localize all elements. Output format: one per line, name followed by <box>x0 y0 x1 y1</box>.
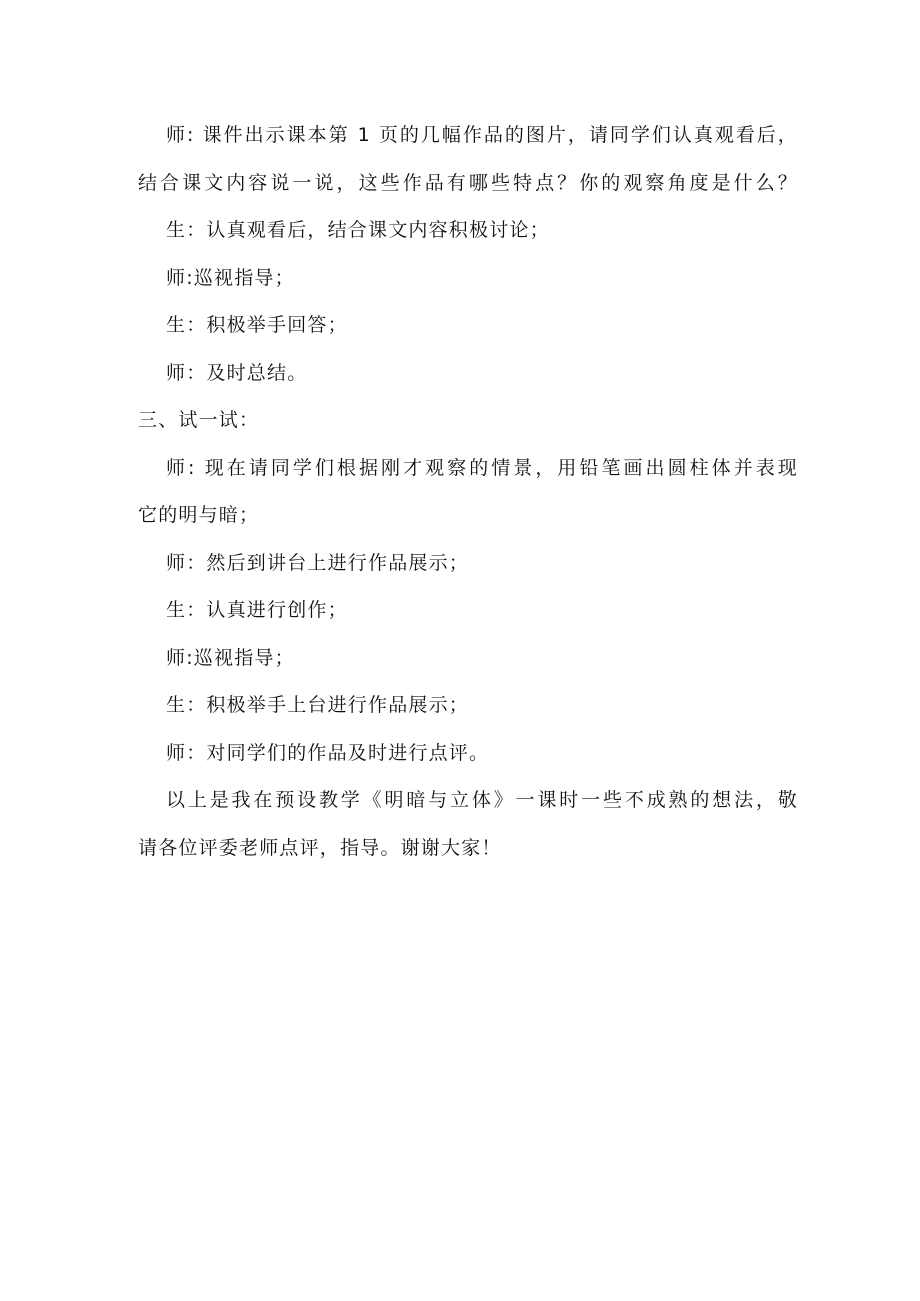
paragraph-line-12: 师:巡视指导； <box>166 646 295 669</box>
paragraph-line-10: 师：然后到讲台上进行作品展示； <box>166 551 470 574</box>
paragraph-line-8: 师: 现在请同学们根据刚才观察的情景，用铅笔画出圆柱体并表现 <box>166 456 798 479</box>
section-heading: 三、试一试： <box>138 409 260 431</box>
closing-line-1: 以上是我在预设教学《明暗与立体》一课时一些不成熟的想法，敬 <box>166 789 798 811</box>
closing-line-2: 请各位评委老师点评，指导。谢谢大家！ <box>138 836 502 859</box>
paragraph-line-2: 结合课文内容说一说，这些作品有哪些特点？你的观察角度是什么？ <box>138 171 798 194</box>
paragraph-line-14: 师：对同学们的作品及时进行点评。 <box>166 741 490 764</box>
paragraph-line-5: 生：积极举手回答； <box>166 314 348 336</box>
document-body <box>138 112 798 872</box>
paragraph-line-3: 生：认真观看后，结合课文内容积极讨论； <box>166 219 550 241</box>
paragraph-line-1: 师: 课件出示课本第 1 页的几幅作品的图片，请同学们认真观看后， <box>166 124 798 146</box>
paragraph-line-6: 师：及时总结。 <box>166 361 308 384</box>
paragraph-line-9: 它的明与暗； <box>138 504 260 526</box>
paragraph-line-4: 师:巡视指导； <box>166 266 295 289</box>
paragraph-line-13: 生：积极举手上台进行作品展示； <box>166 694 470 716</box>
paragraph-line-11: 生：认真进行创作； <box>166 599 348 621</box>
